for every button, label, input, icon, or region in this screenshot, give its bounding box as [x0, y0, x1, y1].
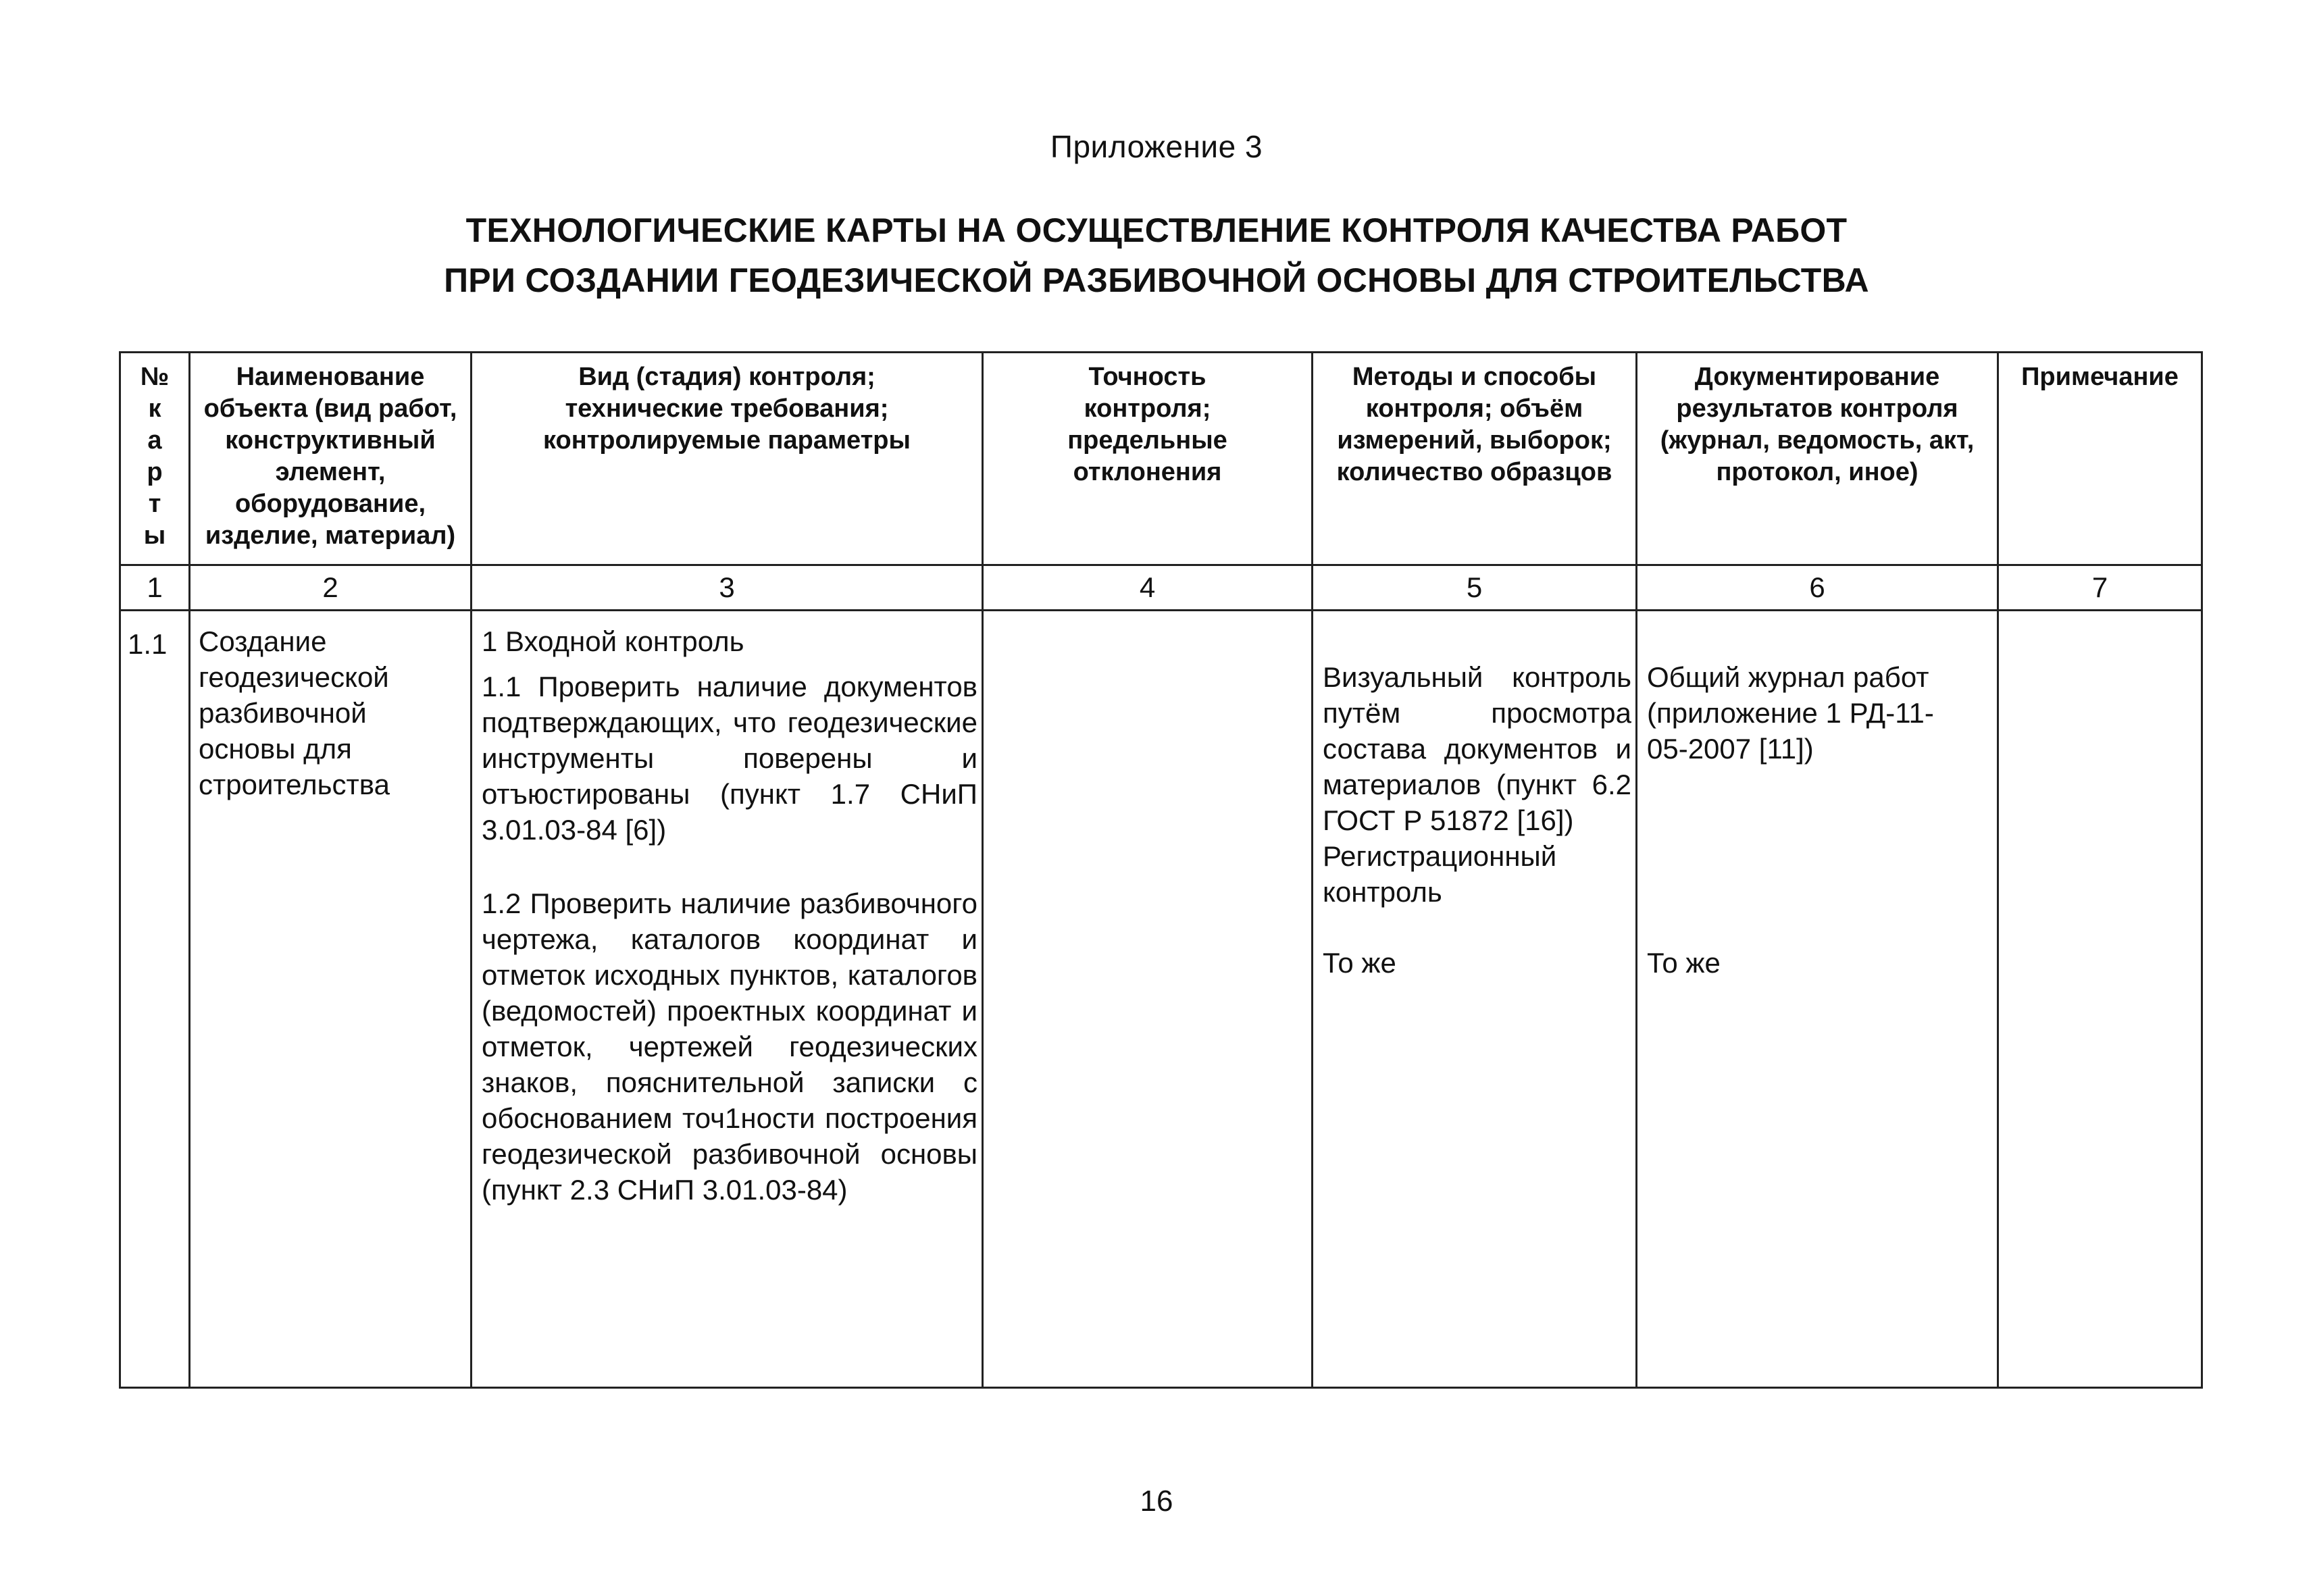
- table-header-row: [120, 353, 2202, 565]
- methods-cell: [1313, 611, 1637, 1388]
- method-1-1-registration: Регистрационный контроль: [1323, 840, 1557, 908]
- appendix-label: Приложение 3: [1050, 129, 1263, 164]
- header-control-stage: Вид (стадия) контроля; технические требования; контролируемые параметры: [472, 353, 983, 565]
- card-number-cell: [120, 611, 190, 1388]
- object-cell: [190, 611, 472, 1388]
- column-number: 7: [1998, 565, 2202, 611]
- method-1-2: То же: [1323, 947, 1396, 979]
- column-number: 6: [1637, 565, 1998, 611]
- header-object-name: Наименование объекта (вид работ, конструктивный элемент, оборудование, изделие, материал): [190, 353, 472, 565]
- column-number: 5: [1313, 565, 1637, 611]
- accuracy-cell: [983, 611, 1313, 1388]
- header-note: Примечание: [1998, 353, 2202, 565]
- method-1-1: Визуальный контроль путём просмотра состава документов и материалов (пункт 6.2 ГОСТ Р 51872 [16]): [1323, 661, 1631, 836]
- object-name: Создание геодезической разбивочной основы для строительства: [199, 625, 390, 800]
- column-number: 4: [983, 565, 1313, 611]
- documentation-1-1: Общий журнал работ (приложение 1 РД-11-05-2007 [11]): [1647, 661, 1934, 765]
- page-number: 16: [1140, 1485, 1173, 1518]
- control-stage-cell: [472, 611, 983, 1388]
- table-row: [120, 611, 2202, 1388]
- documentation-1-2: То же: [1647, 947, 1721, 979]
- column-number: 3: [472, 565, 983, 611]
- card-number: 1.1: [128, 628, 168, 660]
- requirement-1-2: 1.2 Проверить наличие разбивочного чертежа, каталогов координат и отметок исходных пунктов, каталогов (ведомостей) проектных координат и отметок, чертежей геодезических знаков, пояснительной записки с обоснованием точ1ности построения геодезической разбивочной основы (пункт 2.3 СНиП 3.01.03-84): [482, 887, 977, 1206]
- column-numbers-row: [120, 565, 2202, 611]
- requirement-1-1: 1.1 Проверить наличие документов подтверждающих, что геодезические инструменты поверены и отъюстированы (пункт 1.7 СНиП 3.01.03-84 [6]): [482, 671, 977, 846]
- note-cell: [1998, 611, 2202, 1388]
- header-accuracy: Точность контроля; предельные отклонения: [983, 353, 1313, 565]
- technological-card-table: [119, 351, 2203, 1389]
- document-title-line-1: ТЕХНОЛОГИЧЕСКИЕ КАРТЫ НА ОСУЩЕСТВЛЕНИЕ КОНТРОЛЯ КАЧЕСТВА РАБОТ: [465, 211, 1848, 249]
- column-number: 1: [120, 565, 190, 611]
- stage-title: 1 Входной контроль: [482, 625, 744, 657]
- column-number: 2: [190, 565, 472, 611]
- documentation-cell: [1637, 611, 1998, 1388]
- document-title-line-2: ПРИ СОЗДАНИИ ГЕОДЕЗИЧЕСКОЙ РАЗБИВОЧНОЙ ОСНОВЫ ДЛЯ СТРОИТЕЛЬСТВА: [444, 261, 1869, 299]
- header-card-number: № к а р т ы: [120, 353, 190, 565]
- header-methods: Методы и способы контроля; объём измерений, выборок; количество образцов: [1313, 353, 1637, 565]
- header-documentation: Документирование результатов контроля (журнал, ведомость, акт, протокол, иное): [1637, 353, 1998, 565]
